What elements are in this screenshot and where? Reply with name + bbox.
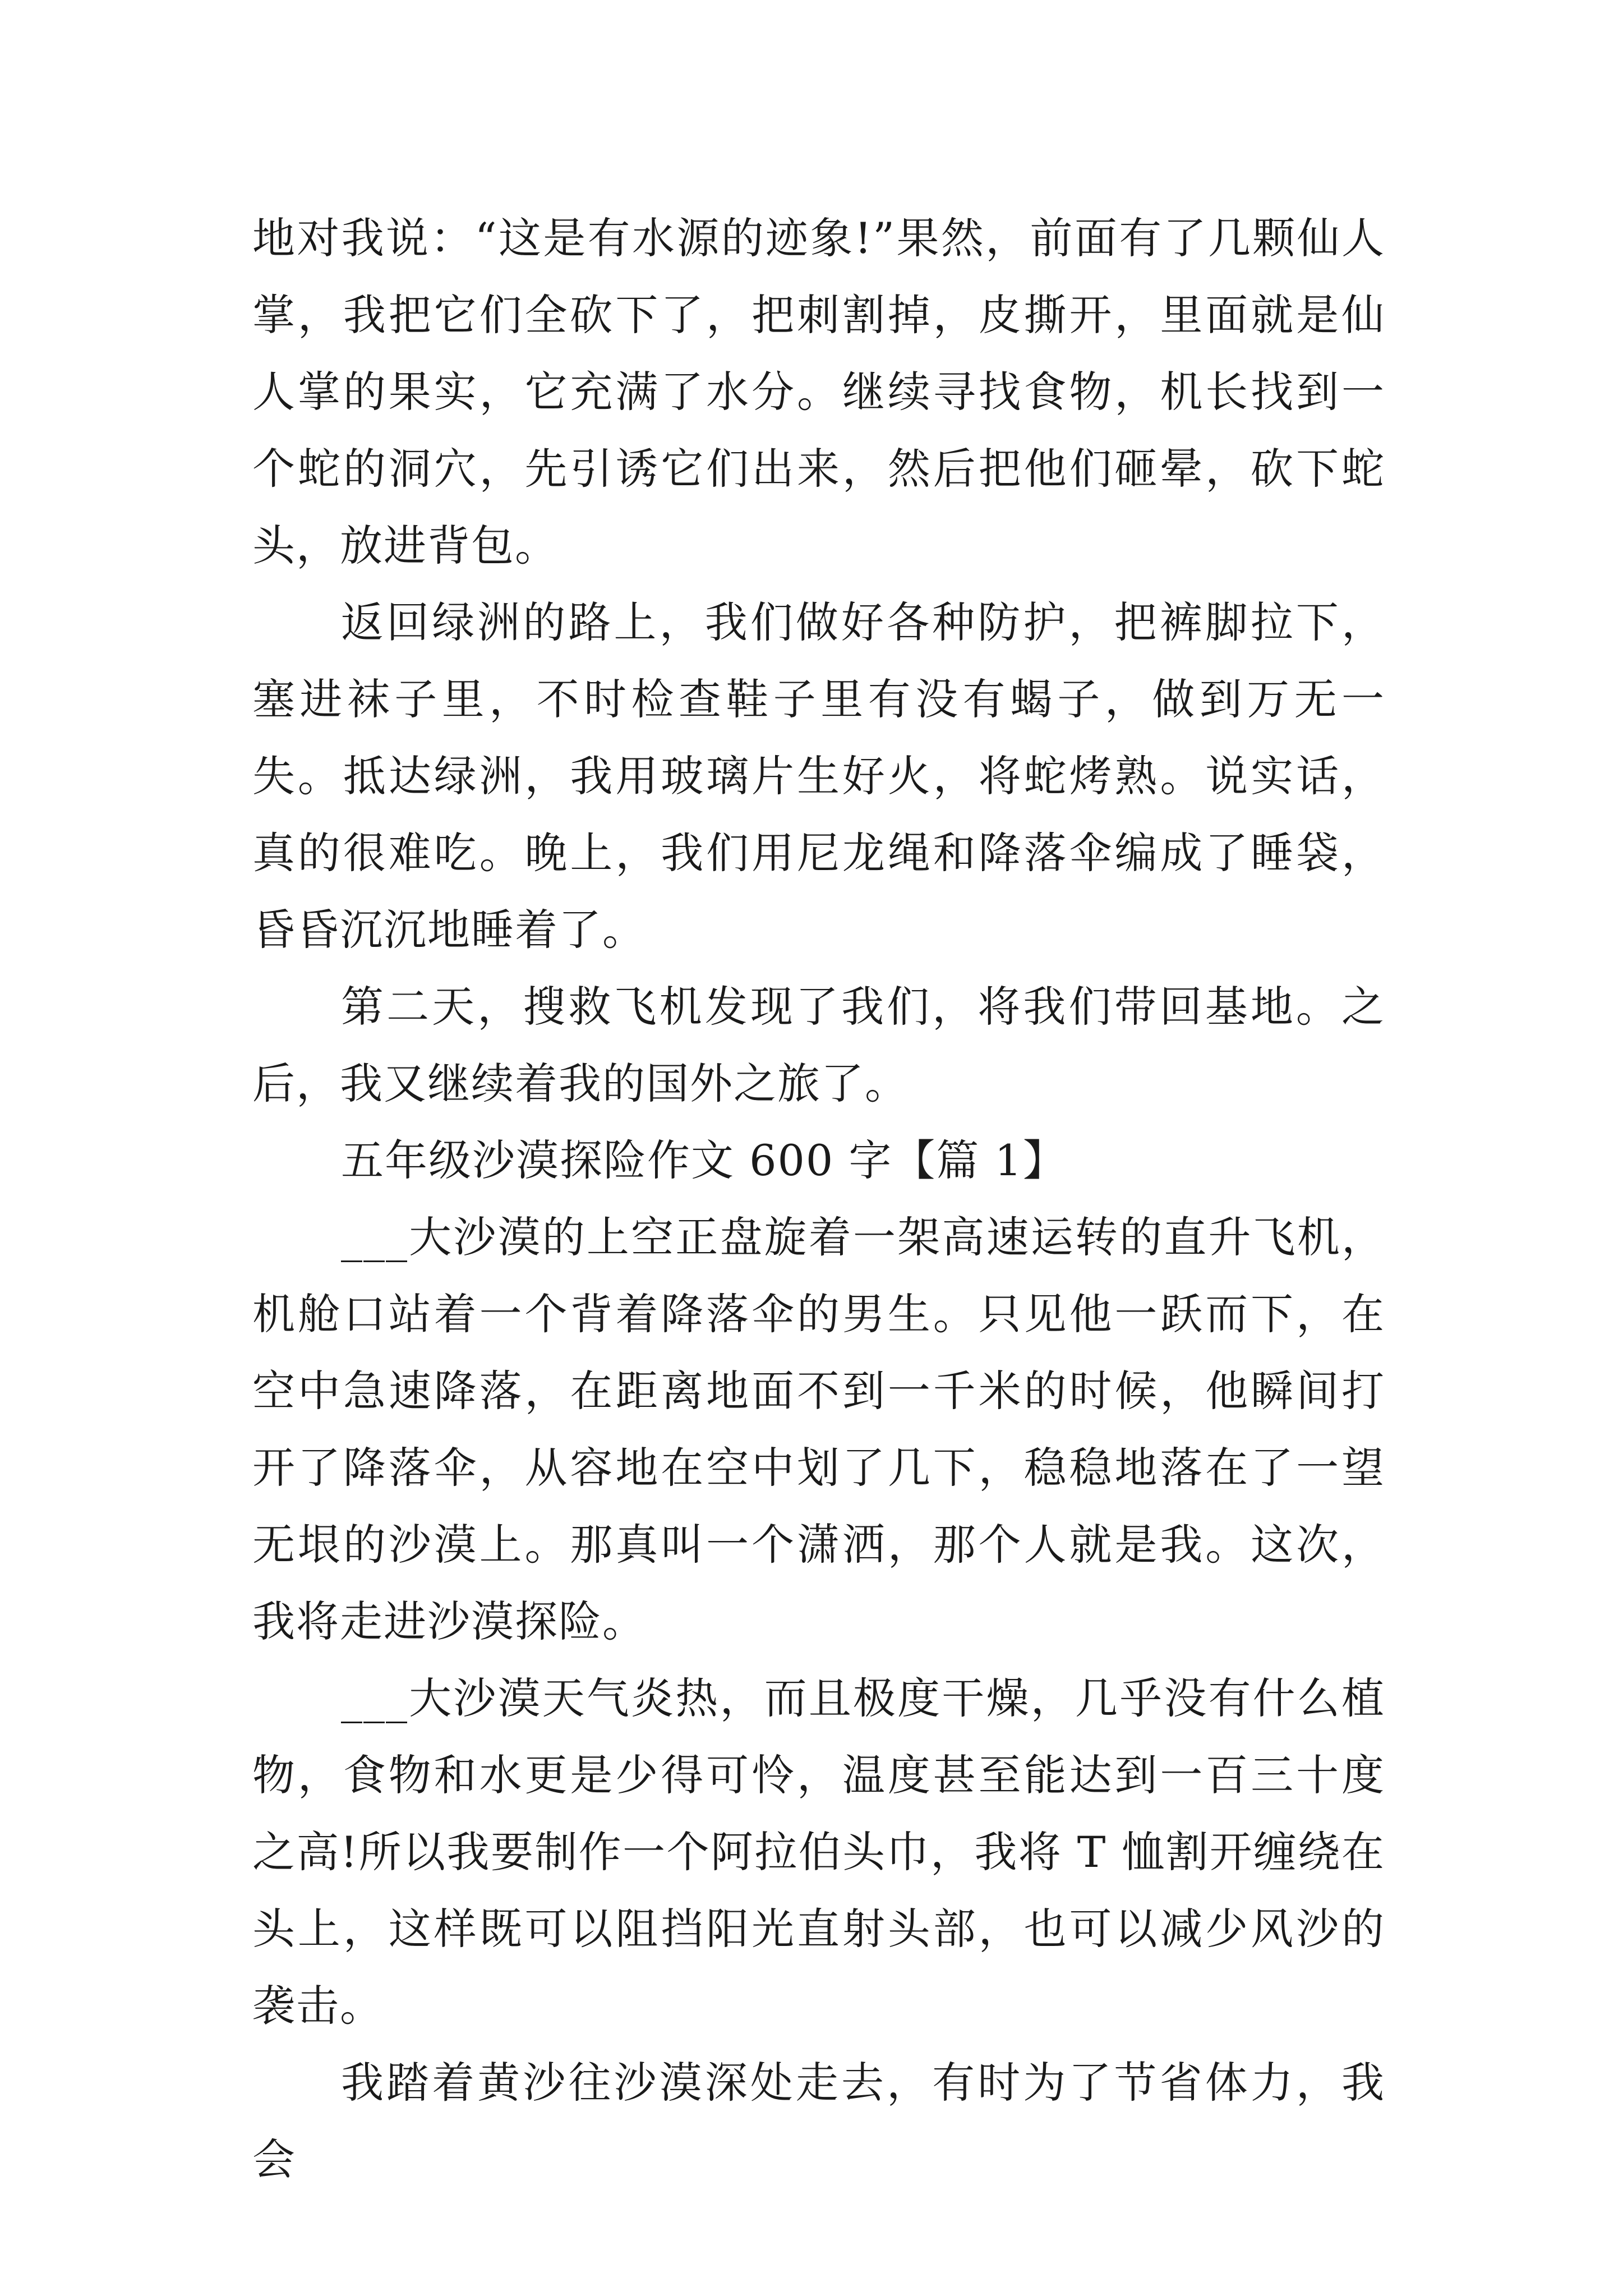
- section-heading: 五年级沙漠探险作文 600 字【篇 1】: [341, 1135, 1067, 1185]
- paragraph: ___大沙漠的上空正盘旋着一架高速运转的直升飞机，机舱口站着一个背着降落伞的男生。只见他一跃而下，在空中急速降落，在距离地面不到一千米的时候，他瞬间打开了降落伞，从容地在空中划了几下，稳稳地落在了一望无垠的沙漠上。那真叫一个潇洒，那个人就是我。这次，我将走进沙漠探险。: [252, 1212, 1385, 1646]
- paragraph: 第二天，搜救飞机发现了我们，将我们带回基地。之后，我又继续着我的国外之旅了。: [252, 982, 1385, 1108]
- paragraph-continued: 地对我说：“这是有水源的迹象!”果然，前面有了几颗仙人掌，我把它们全砍下了，把刺割掉，皮撕开，里面就是仙人掌的果实，它充满了水分。继续寻找食物，机长找到一个蛇的洞穴，先引诱它们出来，然后把他们砸晕，砍下蛇头，放进背包。: [252, 213, 1385, 570]
- document-body: [252, 200, 1385, 2198]
- paragraph: 我踏着黄沙往沙漠深处走去，有时为了节省体力，我会: [252, 2058, 1385, 2184]
- paragraph: ___大沙漠天气炎热，而且极度干燥，几乎没有什么植物，食物和水更是少得可怜，温度甚至能达到一百三十度之高!所以我要制作一个阿拉伯头巾，我将 T 恤割开缠绕在头上，这样既可以阻挡阳光直射头部，也可以减少风沙的袭击。: [252, 1673, 1385, 2031]
- paragraph: 返回绿洲的路上，我们做好各种防护，把裤脚拉下，塞进袜子里，不时检查鞋子里有没有蝎子，做到万无一失。抵达绿洲，我用玻璃片生好火，将蛇烤熟。说实话，真的很难吃。晚上，我们用尼龙绳和降落伞编成了睡袋，昏昏沉沉地睡着了。: [252, 597, 1385, 955]
